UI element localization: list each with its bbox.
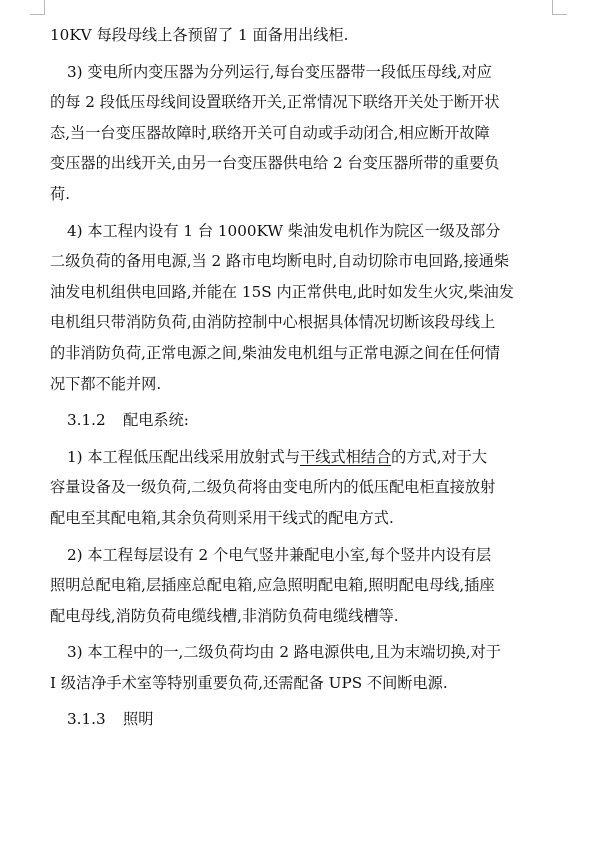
text-line — [50, 442, 550, 473]
text-line: 的每 2 段低压母线间设置联络开关,正常情况下联络开关处于断开状 — [50, 93, 500, 112]
text-line: 变压器的出线开关,由另一台变压器供电给 2 台变压器所带的重要负 — [50, 154, 500, 173]
section-heading-3-1-3 — [50, 704, 550, 735]
paragraph-distribution-2 — [50, 540, 550, 632]
text-line: 态,当一台变压器故障时,联络开关可自动或手动闭合,相应断开故障 — [50, 123, 490, 142]
text-line: I 级洁净手术室等特别重要负荷,还需配备 UPS 不间断电源. — [50, 673, 448, 692]
text-line: 二级负荷的备用电源,当 2 路市电均断电时,自动切除市电回路,接通柴 — [50, 252, 510, 271]
text-line: 照明总配电箱,层插座总配电箱,应急照明配电箱,照明配电母线,插座 — [50, 576, 495, 595]
paragraph-distribution-3 — [50, 637, 550, 698]
paragraph-distribution-1 — [50, 442, 550, 534]
text-line: 4) 本工程内设有 1 台 1000KW 柴油发电机作为院区一级及部分 — [67, 221, 501, 240]
text-run: 1) 本工程低压配出线采用放射式与 — [67, 447, 301, 466]
text-line: 油发电机组供电回路,并能在 15S 内正常供电,此时如发生火灾,柴油发 — [50, 282, 514, 301]
paragraph-item-4-generator — [50, 216, 550, 400]
crop-mark-top-right-horizontal — [552, 14, 567, 15]
paragraph-reserve-cabinet — [50, 20, 550, 51]
section-title: 照明 — [123, 710, 154, 729]
text-line: 荷. — [50, 184, 71, 203]
underlined-phrase: 干线式相结合 — [300, 447, 392, 466]
text-line: 容量设备及一级负荷,二级负荷将由变电所内的低压配电柜直接放射 — [50, 478, 496, 497]
crop-mark-top-right — [552, 0, 553, 14]
text-line: 配电母线,消防负荷电缆线槽,非消防负荷电缆线槽等. — [50, 606, 399, 625]
text-line: 3) 本工程中的一,二级负荷均由 2 路电源供电,且为末端切换,对于 — [67, 643, 501, 662]
text-line: 3) 变电所内变压器为分列运行,每台变压器带一段低压母线,对应 — [67, 62, 492, 81]
text-run: 的方式,对于大 — [391, 447, 488, 466]
section-title: 配电系统: — [123, 411, 189, 430]
section-heading-3-1-2 — [50, 405, 550, 436]
paragraph-item-3-transformers — [50, 57, 550, 210]
text-line: 10KV 每段母线上各预留了 1 面备用出线柜. — [50, 26, 349, 44]
text-line: 电机组只带消防负荷,由消防控制中心根据具体情况切断该段母线上 — [50, 313, 496, 332]
document-body — [50, 20, 550, 735]
text-line: 的非消防负荷,正常电源之间,柴油发电机组与正常电源之间在任何情 — [50, 343, 501, 362]
text-line: 配电至其配电箱,其余负荷则采用干线式的配电方式. — [50, 508, 394, 527]
section-number: 3.1.2 — [67, 411, 106, 430]
section-number: 3.1.3 — [67, 710, 106, 729]
crop-mark-top-left-horizontal — [30, 14, 45, 15]
crop-mark-top-left — [44, 0, 45, 14]
text-line: 况下都不能并网. — [50, 374, 162, 393]
text-line: 2) 本工程每层设有 2 个电气竖井兼配电小室,每个竖井内设有层 — [67, 545, 492, 564]
